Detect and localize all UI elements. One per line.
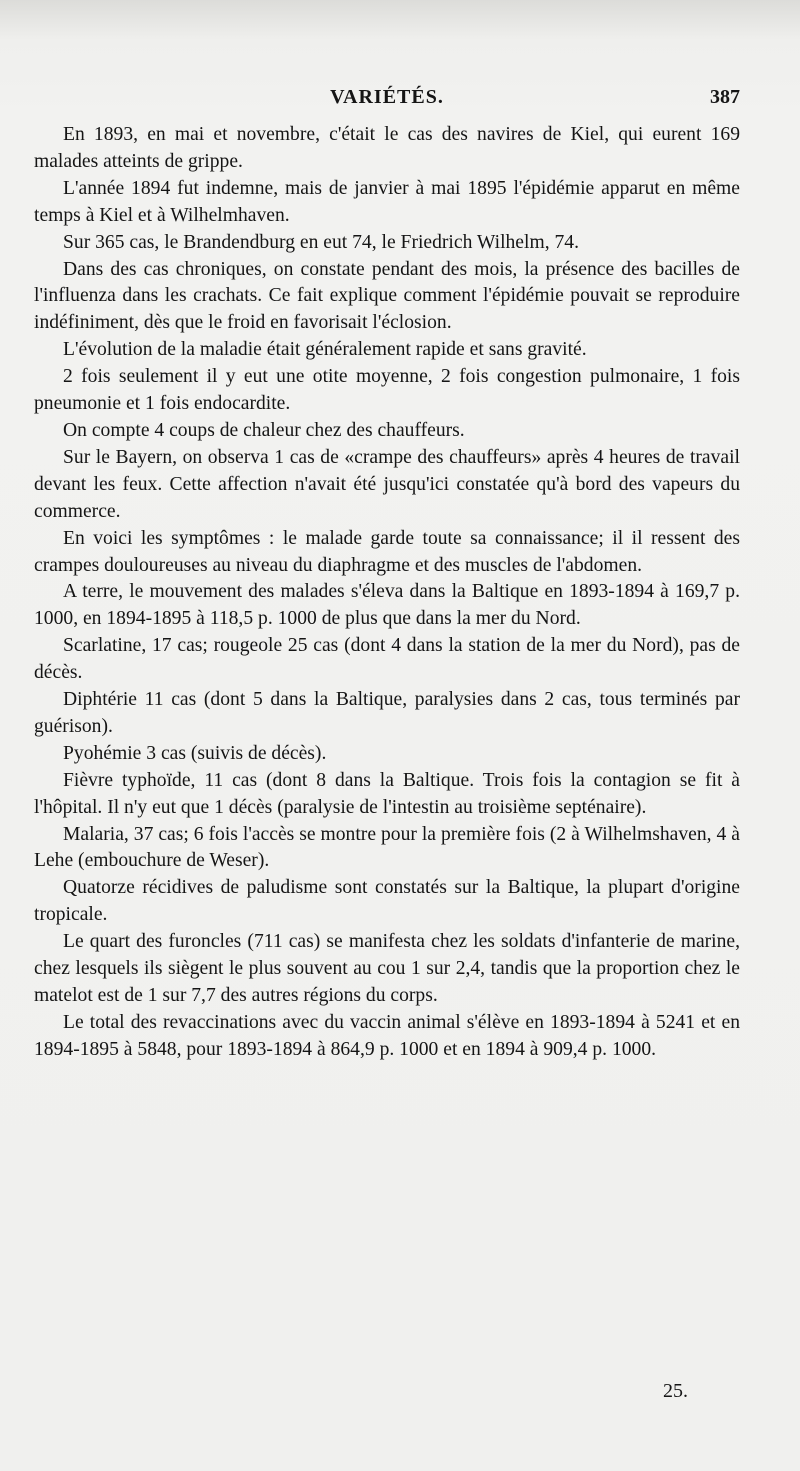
paragraph-paludisme: Quatorze récidives de paludisme sont constatés sur la Baltique, la plupart d'origine tropicale. <box>34 877 740 926</box>
paragraph-malaria: Malaria, 37 cas; 6 fois l'accès se montre pour la première fois (2 à Wilhelmshaven, 4 à Lehe (embouchure de Weser). <box>34 823 740 872</box>
running-title: VARIÉTÉS. <box>330 86 444 108</box>
paragraph-revaccinations: Le total des revaccinations avec du vaccin animal s'élève en 1893-1894 à 5241 et en 1894-1895 à 5848, pour 1893-1894 à 864,9 p. 1000 et en 1894 à 909,4 p. 1000. <box>34 1011 740 1060</box>
paragraph-crampe-chauffeurs: Sur le Bayern, on observa 1 cas de «crampe des chauffeurs» après 4 heures de travail devant les feux. Cette affection n'avait été jusqu'ici constatée qu'à bord des vapeurs du commerce. <box>34 446 740 522</box>
paragraph-grippe-1893: En 1893, en mai et novembre, c'était le cas des navires de Kiel, qui eurent 169 malades atteints de grippe. <box>34 124 740 172</box>
paragraph-diphterie: Diphtérie 11 cas (dont 5 dans la Baltique, paralysies dans 2 cas, tous terminés par guérison). <box>34 689 740 737</box>
paragraph-epidemie-1895: L'année 1894 fut indemne, mais de janvier à mai 1895 l'épidémie apparut en même temps à Kiel et à Wilhelmhaven. <box>34 177 740 226</box>
paragraph-cas-chroniques: Dans des cas chroniques, on constate pendant des mois, la présence des bacilles de l'influenza dans les crachats. Ce fait explique comment l'épidémie pouvait se reproduire indéfiniment, dès que le froid en favorisait l'éclosion. <box>34 258 740 334</box>
paragraph-complications: 2 fois seulement il y eut une otite moyenne, 2 fois congestion pulmonaire, 1 fois pneumonie et 1 fois endocardite. <box>34 366 740 415</box>
paragraph-cas-navires: Sur 365 cas, le Brandendburg en eut 74, le Friedrich Wilhelm, 74. <box>63 231 579 253</box>
paragraph-fievre-typhoide: Fièvre typhoïde, 11 cas (dont 8 dans la Baltique. Trois fois la contagion se fit à l'hôpital. Il n'y eut que 1 décès (paralysie de l'intestin au troisième septénaire). <box>34 769 740 818</box>
paragraph-scarlatine: Scarlatine, 17 cas; rougeole 25 cas (dont 4 dans la station de la mer du Nord), pas de décès. <box>34 635 740 684</box>
paragraph-furoncles: Le quart des furoncles (711 cas) se manifesta chez les soldats d'infanterie de marine, chez lesquels ils siègent le plus souvent au cou 1 sur 2,4, tandis que la proportion chez le matelot est de 1 sur 7,7 des autres régions du corps. <box>34 931 740 1006</box>
signature-mark: 25. <box>663 1380 688 1402</box>
paragraph-mouvement-malades: A terre, le mouvement des malades s'éleva dans la Baltique en 1893-1894 à 169,7 p. 1000, en 1894-1895 à 118,5 p. 1000 de plus que dans la mer du Nord. <box>34 581 740 630</box>
running-header <box>34 80 740 110</box>
paragraph-symptomes: En voici les symptômes : le malade garde toute sa connaissance; il il ressent des crampes douloureuses au niveau du diaphragme et des muscles de l'abdomen. <box>34 527 740 576</box>
page-number: 387 <box>710 86 740 108</box>
paragraph-evolution: L'évolution de la maladie était généralement rapide et sans gravité. <box>63 339 587 361</box>
paragraph-pyohemie: Pyohémie 3 cas (suivis de décès). <box>63 742 327 764</box>
paragraph-coups-chaleur: On compte 4 coups de chaleur chez des chauffeurs. <box>63 419 465 441</box>
body-text <box>34 122 740 1064</box>
